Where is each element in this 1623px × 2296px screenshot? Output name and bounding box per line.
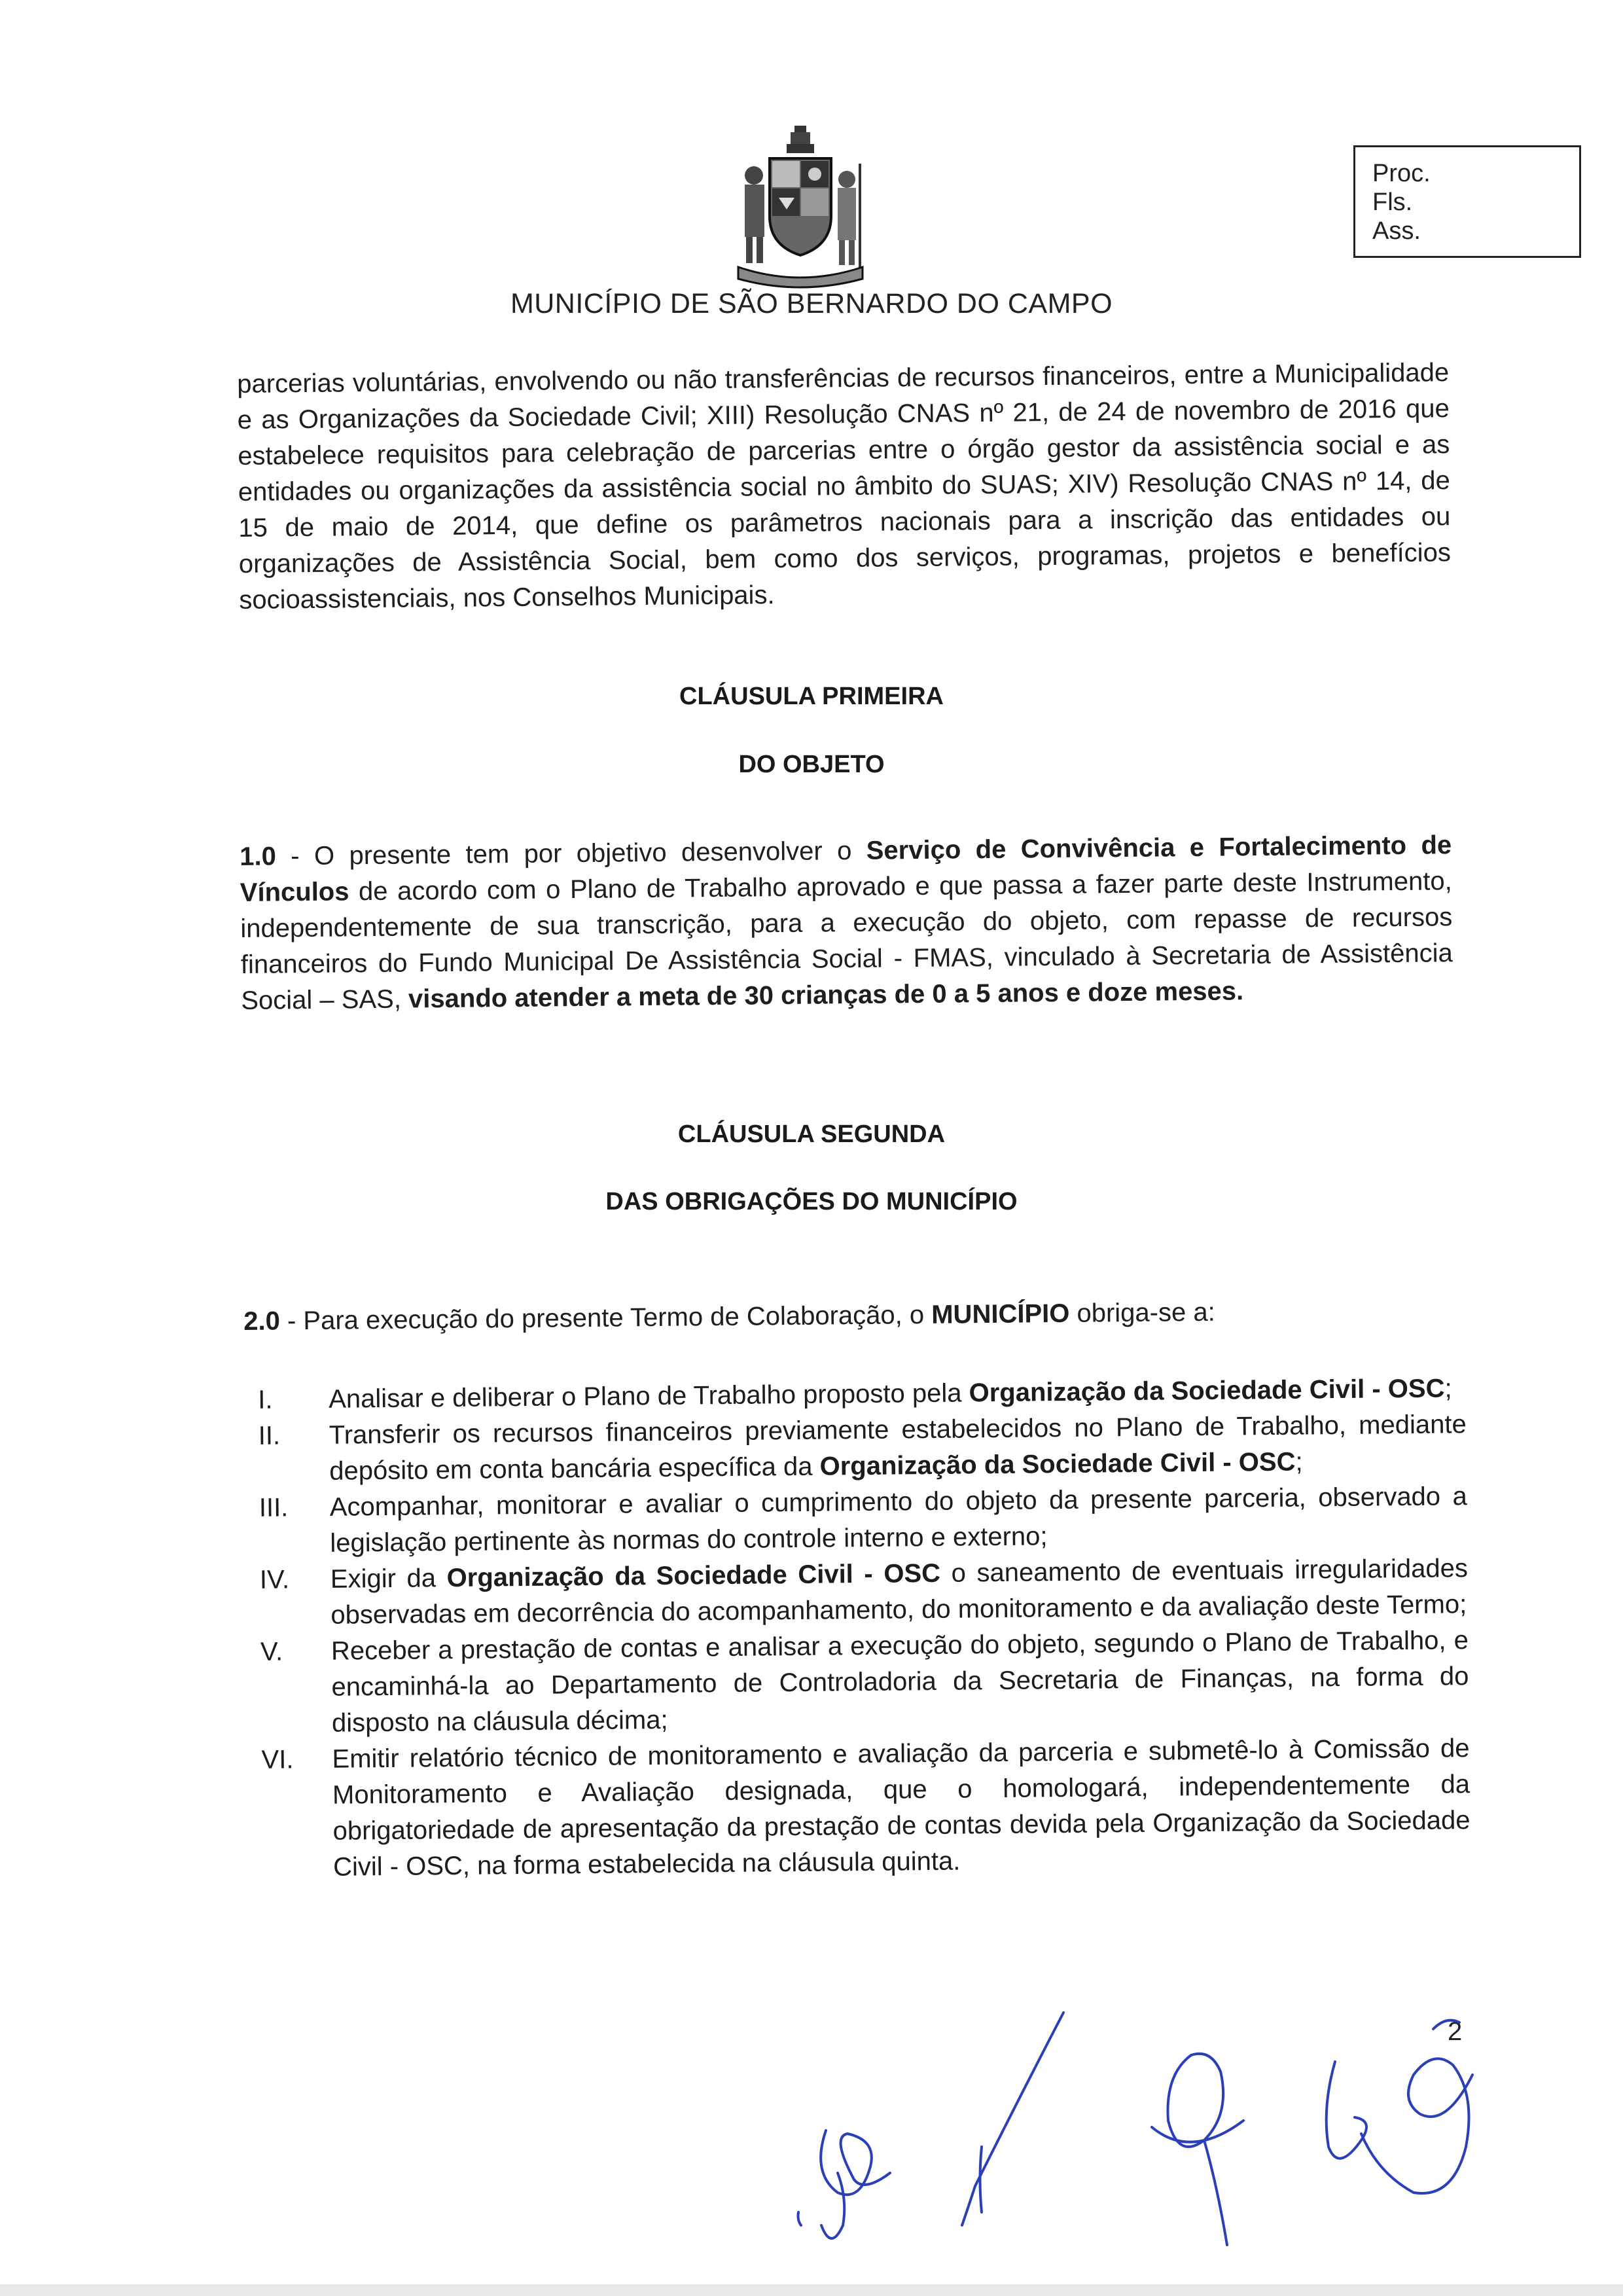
- coat-of-arms-logo: [732, 124, 869, 291]
- clause-2-intro-c: obriga-se a:: [1069, 1297, 1215, 1328]
- clause-2-intro: [243, 1292, 1455, 1340]
- scan-bottom-edge: [0, 2284, 1623, 2296]
- item-bold: Organização da Sociedade Civil - OSC: [819, 1447, 1296, 1481]
- item-text: Acompanhar, monitorar e avaliar o cumprimento do objeto da presente parceria, observado a legislação pertinente às normas do controle interno e externo;: [329, 1482, 1467, 1558]
- obligations-list: [249, 1371, 1471, 1886]
- item-text-end: ;: [1444, 1374, 1452, 1403]
- ass-label: Ass.: [1372, 217, 1421, 245]
- item-number: I.: [258, 1385, 273, 1414]
- clause-1-paragraph: [240, 827, 1454, 1019]
- item-text: Exigir da: [330, 1564, 447, 1594]
- municipality-title: MUNICÍPIO DE SÃO BERNARDO DO CAMPO: [510, 288, 1113, 319]
- signatures: [785, 1977, 1538, 2265]
- clause-1-service-name: Serviço de Convivência e Fortalecimento de Vínculos: [240, 831, 1452, 907]
- signature-3: [1168, 2054, 1223, 2147]
- clause-1-number: 1.0: [240, 842, 277, 871]
- page-number: 2: [1448, 2017, 1463, 2046]
- clause-1-text-b: de acordo com o Plano de Trabalho aprovado e que passa a fazer parte deste Instrumento, independentemente de sua transcrição, para a execução do objeto, com repasse de recursos financeiros do Fundo Municipal De Assistência Social - FMAS, vinculado à Secretaria de Assistência Social – SAS,: [240, 867, 1453, 1015]
- clause-1-subtitle: DO OBJETO: [738, 751, 885, 778]
- intro-paragraph: parcerias voluntárias, envolvendo ou não transferências de recursos financeiros, entre a Municipalidade e as Organizações da Sociedade Civil; XIII) Resolução CNAS nº 21, de 24 de novembro de 2016 que estabelece requisitos para celebração de parcerias entre o órgão gestor da assistência social e as entidades ou organizações da assistência social no âmbito do SUAS; XIV) Resolução CNAS nº 14, de 15 de maio de 2014, que define os parâmetros nacionais para a inscrição das entidades ou organizações de Assistência Social, bem como dos serviços, programas, projetos e benefícios socioassistenciais, nos Conselhos Municipais.: [237, 358, 1452, 615]
- process-stamp-box: [1353, 145, 1581, 258]
- clause-2-title: CLÁUSULA SEGUNDA: [677, 1121, 946, 1148]
- item-number: VI.: [261, 1745, 294, 1774]
- signature-1: [821, 2130, 890, 2195]
- clause-1-goal: visando atender a meta de 30 crianças de 0 a 5 anos e doze meses.: [408, 977, 1244, 1014]
- item-bold: Organização da Sociedade Civil - OSC: [969, 1374, 1445, 1408]
- item-text: Analisar e deliberar o Plano de Trabalho proposto pela: [329, 1378, 969, 1414]
- item-number: V.: [260, 1637, 283, 1666]
- signature-2: [962, 2013, 1063, 2225]
- item-text: Transferir os recursos financeiros previamente estabelecidos no Plano de Trabalho, mediante depósito em conta bancária específica da: [329, 1410, 1467, 1486]
- list-item: [251, 1551, 1469, 1634]
- clause-1-text-a: - O presente tem por objetivo desenvolver o: [276, 836, 866, 871]
- item-text-end: o saneamento de eventuais irregularidades observadas em decorrência do acompanhamento, do monitoramento e da avaliação deste Termo;: [330, 1554, 1469, 1630]
- list-item: [250, 1479, 1468, 1562]
- item-number: III.: [259, 1493, 289, 1522]
- item-number: IV.: [259, 1565, 290, 1594]
- item-text: Receber a prestação de contas e analisar a execução do objeto, segundo o Plano de Trabalho, e encaminhá-la ao Departamento de Controladoria da Secretaria de Finanças, na forma do disposto na cláusula décima;: [330, 1626, 1469, 1738]
- item-bold: Organização da Sociedade Civil - OSC: [446, 1558, 941, 1593]
- clause-2-intro-a: - Para execução do presente Termo de Colaboração, o: [279, 1300, 932, 1336]
- list-item: [249, 1407, 1467, 1490]
- item-text: Emitir relatório técnico de monitoramento e avaliação da parceria e submetê-lo à Comissão de Monitoramento e Avaliação designada, que o homologará, independentemente da obrigatoriedade de apresentação da prestação de contas devida pela Organização da Sociedade Civil - OSC, na forma estabelecida na cláusula quinta.: [332, 1734, 1471, 1882]
- clause-1-title: CLÁUSULA PRIMEIRA: [679, 683, 944, 710]
- list-item: [251, 1623, 1469, 1742]
- item-text-end: ;: [1295, 1447, 1303, 1477]
- clause-2-subtitle: DAS OBRIGAÇÕES DO MUNICÍPIO: [605, 1188, 1018, 1215]
- clause-2-number: 2.0: [243, 1306, 281, 1336]
- clause-2-municipio: MUNICÍPIO: [931, 1299, 1070, 1329]
- proc-label: Proc.: [1372, 160, 1431, 187]
- fls-label: Fls.: [1372, 188, 1413, 216]
- item-number: II.: [258, 1421, 281, 1450]
- signature-4: [1327, 2062, 1366, 2159]
- list-item: [252, 1731, 1471, 1886]
